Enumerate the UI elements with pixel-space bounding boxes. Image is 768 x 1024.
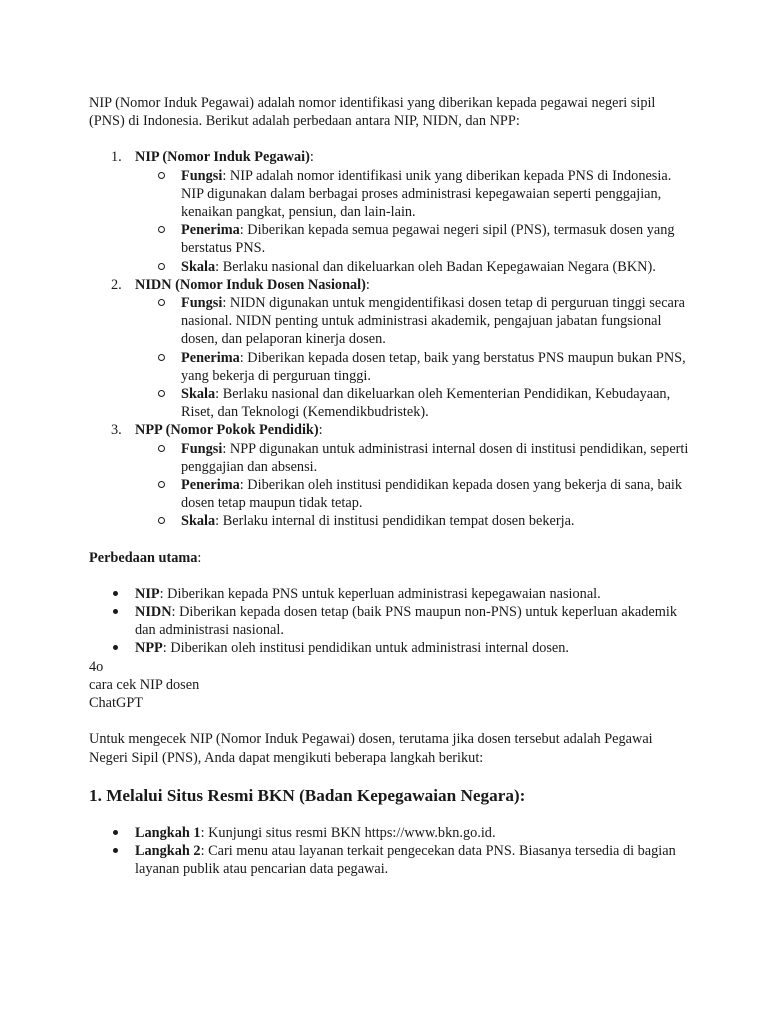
model-tag: 4o: [89, 658, 104, 675]
list-item: [89, 585, 689, 603]
section-npp: 3. NPP (Nomor Pokok Pendidik): Fungsi: NPP digunakan untuk administrasi internal dosen di institusi pendidikan, seperti penggajian dan absensi. Penerima: Diberikan oleh institusi pendidikan kepada dosen yang bekerja di sana, baik dosen tetap maupun tidak tetap. Skala: Berlaku internal di institusi pendidikan tempat dosen bekerja.: [111, 422, 689, 530]
list-item: [135, 476, 689, 512]
item-label: Penerima: [181, 477, 240, 494]
item-text: : Diberikan kepada dosen tetap, baik yang berstatus PNS maupun bukan PNS, yang bekerja di perguruan tinggi.: [181, 349, 686, 384]
document-page: [89, 94, 689, 878]
id-types-list: [89, 148, 689, 530]
section-title: NPP (Nomor Pokok Pendidik): [135, 422, 319, 439]
list-item: [135, 349, 689, 385]
circle-bullet-icon: [158, 263, 165, 270]
section-detail-list: [135, 294, 689, 421]
item-label: Skala: [181, 386, 216, 403]
section-number: 3.: [111, 422, 122, 439]
list-item: [135, 167, 689, 222]
item-label: Skala: [181, 258, 216, 275]
steps-list: [89, 824, 689, 879]
item-label: Penerima: [181, 349, 240, 366]
circle-bullet-icon: [158, 172, 165, 179]
item-label: Penerima: [181, 222, 240, 239]
section-number: 2.: [111, 276, 122, 293]
section-number: 1.: [111, 149, 122, 166]
item-label: Fungsi: [181, 440, 223, 457]
difference-heading: Perbedaan utama:: [89, 549, 202, 566]
item-text: : NIDN digunakan untuk mengidentifikasi dosen tetap di perguruan tinggi secara nasional. NIDN penting untuk administrasi akademik, pengajuan jabatan fungsional dosen, dan pelaporan kinerja dosen.: [181, 295, 686, 348]
item-label: NIP: [135, 585, 160, 602]
item-label: Fungsi: [181, 295, 223, 312]
item-label: NIDN: [135, 604, 172, 621]
item-text: : Diberikan kepada semua pegawai negeri sipil (PNS), termasuk dosen yang berstatus PNS.: [181, 222, 675, 257]
section-nip: 1. NIP (Nomor Induk Pegawai): Fungsi: NIP adalah nomor identifikasi unik yang diberikan kepada PNS di Indonesia. NIP digunakan dalam berbagai proses administrasi kepegawaian seperti penggajian, kenaikan pangkat, pensiun, dan lain-lain. Penerima: Diberikan kepada semua pegawai negeri sipil (PNS), termasuk dosen yang berstatus PNS. Skala: Berlaku nasional dan dikeluarkan oleh Badan Kepegawaian Negara (BKN).: [89, 148, 689, 275]
item-text: : Cari menu atau layanan terkait pengecekan data PNS. Biasanya tersedia di bagian layanan publik atau pencarian data pegawai.: [135, 842, 676, 878]
section-nidn: 2. NIDN (Nomor Induk Dosen Nasional): Fungsi: NIDN digunakan untuk mengidentifikasi dosen tetap di perguruan tinggi secara nasional. NIDN penting untuk administrasi akademik, pengajuan jabatan fungsional dosen, dan pelaporan kinerja dosen. Penerima: Diberikan kepada dosen tetap, baik yang berstatus PNS maupun bukan PNS, yang bekerja di perguruan tinggi. Skala: Berlaku nasional dan dikeluarkan oleh Kementerian Pendidikan, Kebudayaan, Riset, dan Teknologi (Kemendikbudristek).: [89, 276, 689, 422]
item-text: : Berlaku internal di institusi pendidikan tempat dosen bekerja.: [215, 513, 575, 530]
item-text: : Diberikan kepada PNS untuk keperluan administrasi kepegawaian nasional.: [159, 585, 601, 602]
item-text: : Berlaku nasional dan dikeluarkan oleh Badan Kepegawaian Negara (BKN).: [215, 258, 656, 275]
item-text: : Berlaku nasional dan dikeluarkan oleh Kementerian Pendidikan, Kebudayaan, Riset, dan Teknologi (Kemendikbudristek).: [181, 386, 671, 421]
item-text: : Kunjungi situs resmi BKN https://www.bkn.go.id.: [200, 824, 496, 841]
user-query: cara cek NIP dosen: [89, 676, 200, 693]
bullet-icon: [113, 830, 118, 835]
circle-bullet-icon: [158, 299, 165, 306]
circle-bullet-icon: [158, 390, 165, 397]
circle-bullet-icon: [158, 445, 165, 452]
section-detail-list: [135, 440, 689, 531]
answer-intro: Untuk mengecek NIP (Nomor Induk Pegawai) dosen, terutama jika dosen tersebut adalah Pegawai Negeri Sipil (PNS), Anda dapat mengikuti beberapa langkah berikut:: [89, 731, 653, 766]
section-title: NIDN (Nomor Induk Dosen Nasional): [135, 276, 366, 293]
item-text: : NPP digunakan untuk administrasi internal dosen di institusi pendidikan, seperti penggajian dan absensi.: [181, 440, 689, 475]
bullet-icon: [113, 848, 118, 853]
circle-bullet-icon: [158, 226, 165, 233]
circle-bullet-icon: [158, 354, 165, 361]
item-text: : Diberikan oleh institusi pendidikan kepada dosen yang bekerja di sana, baik dosen tetap maupun tidak tetap.: [181, 477, 683, 512]
list-item: [135, 258, 689, 276]
circle-bullet-icon: [158, 517, 165, 524]
item-label: Skala: [181, 513, 216, 530]
list-item: [135, 294, 689, 349]
item-label: Langkah 2: [135, 842, 201, 859]
intro-paragraph: NIP (Nomor Induk Pegawai) adalah nomor identifikasi yang diberikan kepada pegawai negeri sipil (PNS) di Indonesia. Berikut adalah perbedaan antara NIP, NIDN, dan NPP:: [89, 95, 656, 130]
item-text: : Diberikan kepada dosen tetap (baik PNS maupun non-PNS) untuk keperluan akademik dan administrasi nasional.: [135, 604, 677, 639]
section-detail-list: [135, 167, 689, 276]
bullet-icon: [113, 609, 118, 614]
assistant-name: ChatGPT: [89, 695, 144, 712]
list-item: [135, 385, 689, 421]
list-item: [89, 639, 689, 657]
bullet-icon: [113, 645, 118, 650]
bullet-icon: [113, 591, 118, 596]
section-title: NIP (Nomor Induk Pegawai): [135, 149, 310, 166]
item-label: NPP: [135, 640, 163, 657]
item-label: Fungsi: [181, 167, 223, 184]
list-item: [135, 221, 689, 257]
difference-list: [89, 585, 689, 658]
list-item: [135, 512, 689, 530]
item-text: : Diberikan oleh institusi pendidikan untuk administrasi internal dosen.: [162, 640, 570, 657]
list-item: [89, 603, 689, 639]
list-item: [135, 440, 689, 476]
step-section-title: 1. Melalui Situs Resmi BKN (Badan Kepegawaian Negara):: [89, 785, 526, 805]
circle-bullet-icon: [158, 481, 165, 488]
item-label: Langkah 1: [135, 824, 201, 841]
list-item: [89, 824, 689, 842]
item-text: : NIP adalah nomor identifikasi unik yang diberikan kepada PNS di Indonesia. NIP digunakan dalam berbagai proses administrasi kepegawaian seperti penggajian, kenaikan pangkat, pensiun, dan lain-lain.: [181, 167, 672, 221]
list-item: [89, 842, 689, 878]
